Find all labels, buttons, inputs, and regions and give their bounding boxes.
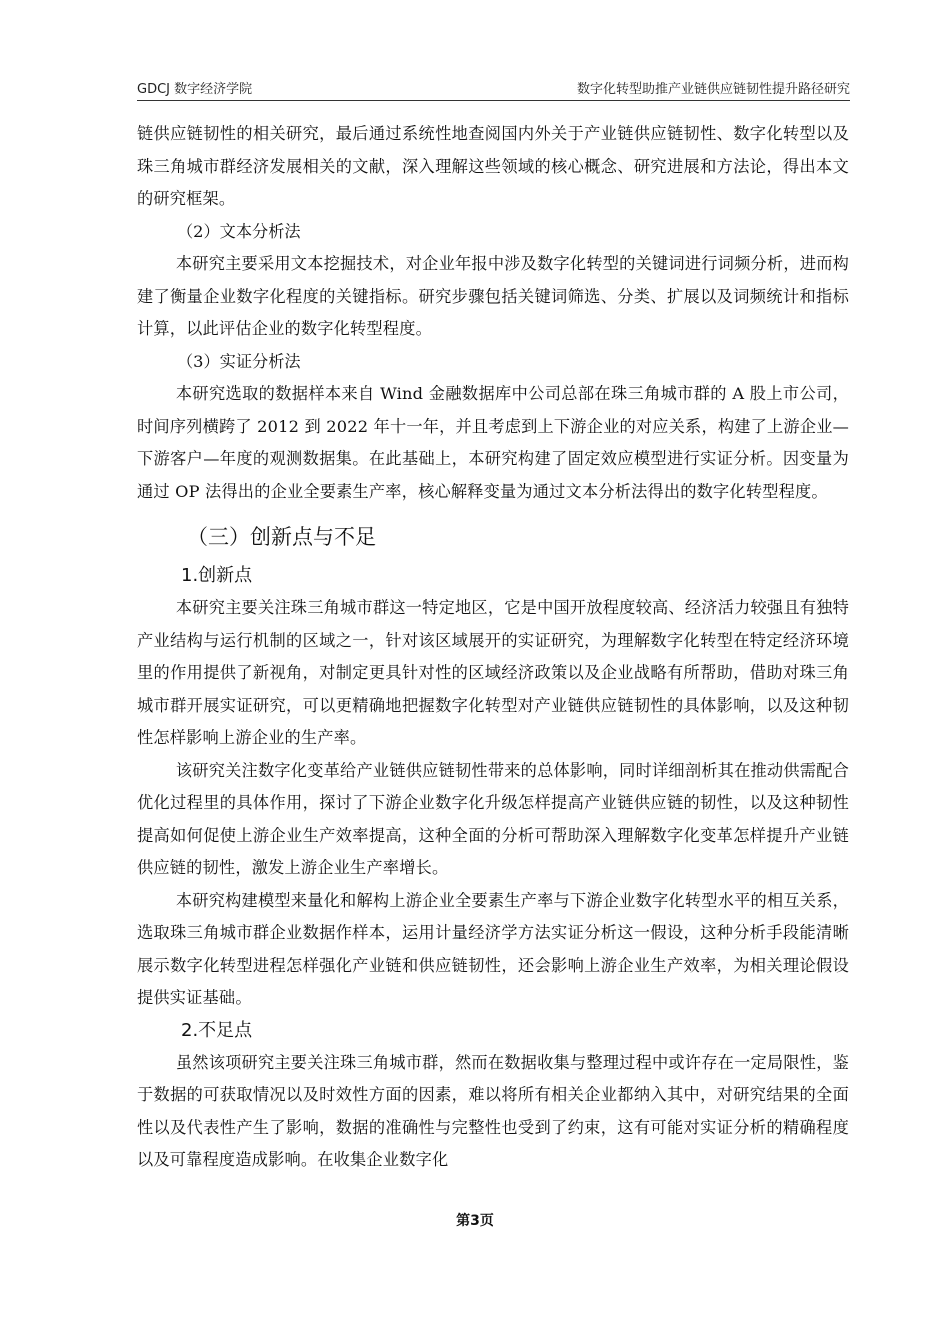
subsection-heading-limitations: 2.不足点 xyxy=(181,1019,253,1041)
page-header xyxy=(137,78,850,101)
page-body xyxy=(137,118,849,1177)
header-paper-title: 数字化转型助推产业链供应链韧性提升路径研究 xyxy=(576,82,850,97)
paragraph-text-analysis: 本研究主要采用文本挖掘技术，对企业年报中涉及数字化转型的关键词进行词频分析，进而构建了衡量企业数字化程度的关键指标。研究步骤包括关键词筛选、分类、扩展以及词频统计和指标计算，以此评估企业的数字化转型程度。 xyxy=(137,254,849,338)
paragraph-innovation-1: 本研究主要关注珠三角城市群这一特定地区，它是中国开放程度较高、经济活力较强且有独特产业结构与运行机制的区域之一，针对该区域展开的实证研究，为理解数字化转型在特定经济环境里的作用提供了新视角，对制定更具针对性的区域经济政策以及企业战略有所帮助，借助对珠三角城市群开展实证研究，可以更精确地把握数字化转型对产业链供应链韧性的具体影响，以及这种韧性怎样影响上游企业的生产率。 xyxy=(137,598,849,747)
header-school: GDCJ 数字经济学院 xyxy=(137,82,253,97)
paragraph-empirical: 本研究选取的数据样本来自 Wind 金融数据库中公司总部在珠三角城市群的 A 股上市公司，时间序列横跨了 2012 到 2022 年十一年，并且考虑到上下游企业的对应关系，构建了上游企业—下游客户—年度的观测数据集。在此基础上，本研究构建了固定效应模型进行实证分析。因变量为通过 OP 法得出的企业全要素生产率，核心解释变量为通过文本分析法得出的数字化转型程度。 xyxy=(137,384,849,501)
page-number: 第3页 xyxy=(456,1213,494,1229)
paragraph-literature-continued: 链供应链韧性的相关研究，最后通过系统性地查阅国内外关于产业链供应链韧性、数字化转型以及珠三角城市群经济发展相关的文献，深入理解这些领域的核心概念、研究进展和方法论，得出本文的研究框架。 xyxy=(137,124,849,208)
paragraph-limitations: 虽然该项研究主要关注珠三角城市群，然而在数据收集与整理过程中或许存在一定局限性，鉴于数据的可获取情况以及时效性方面的因素，难以将所有相关企业都纳入其中，对研究结果的全面性以及代表性产生了影响，数据的准确性与完整性也受到了约束，这有可能对实证分析的精确程度以及可靠程度造成影响。在收集企业数字化 xyxy=(137,1052,849,1169)
paragraph-innovation-2: 该研究关注数字化变革给产业链供应链韧性带来的总体影响，同时详细剖析其在推动供需配合优化过程里的具体作用，探讨了下游企业数字化升级怎样提高产业链供应链的韧性，以及这种韧性提高如何促使上游企业生产效率提高，这种全面的分析可帮助深入理解数字化变革怎样提升产业链供应链的韧性，激发上游企业生产率增长。 xyxy=(137,760,849,877)
method-heading-empirical: （3）实证分析法 xyxy=(177,351,301,371)
section-heading-innovation: （三）创新点与不足 xyxy=(187,525,376,549)
subsection-heading-innovation: 1.创新点 xyxy=(181,565,253,586)
paragraph-innovation-3: 本研究构建模型来量化和解构上游企业全要素生产率与下游企业数字化转型水平的相互关系，选取珠三角城市群企业数据作样本，运用计量经济学方法实证分析这一假设，这种分析手段能清晰展示数字化转型进程怎样强化产业链和供应链韧性，还会影响上游企业生产效率，为相关理论假设提供实证基础。 xyxy=(137,890,849,1007)
method-heading-text-analysis: （2）文本分析法 xyxy=(177,221,301,241)
